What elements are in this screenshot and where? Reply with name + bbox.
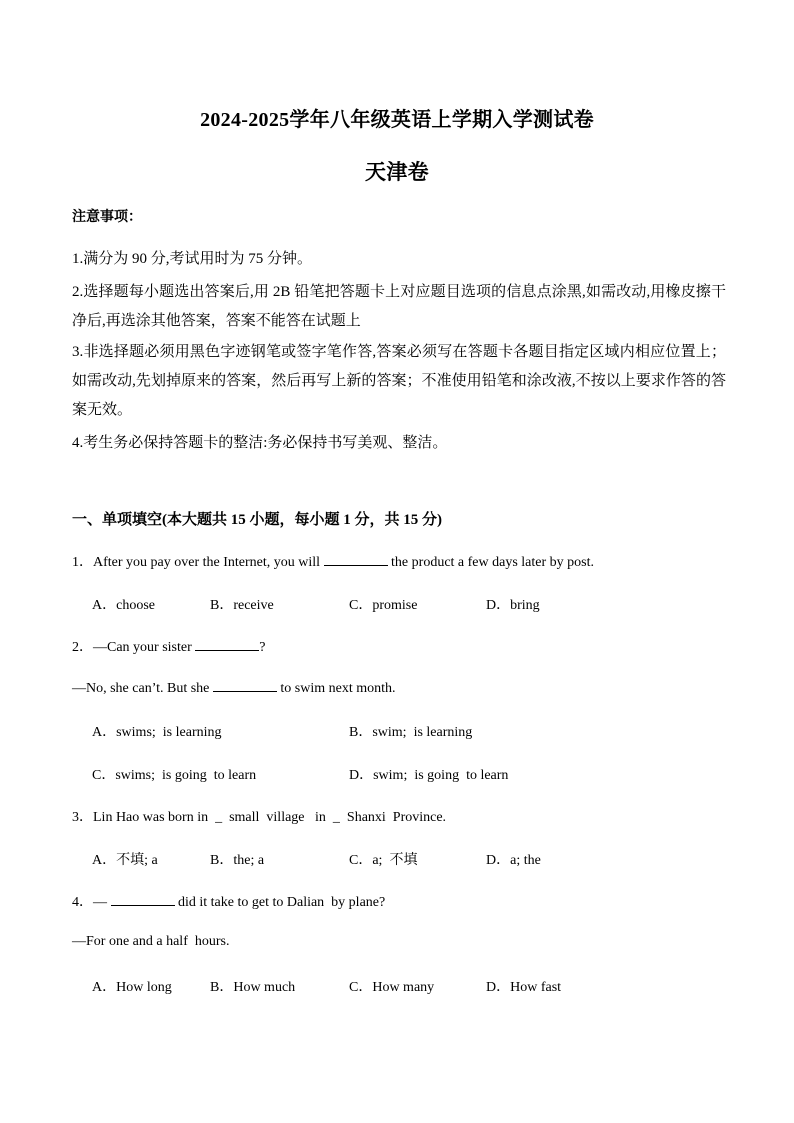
q3-option-b: B．the; a [210, 853, 265, 868]
question-1-text-end: the product a few days later by post. [387, 555, 594, 570]
q4-option-a: A．How long [92, 980, 172, 995]
q1-option-c: C．promise [349, 598, 418, 613]
q2-option-d: D．swim; is going to learn [349, 768, 509, 783]
exam-subtitle: 天津卷 [365, 160, 429, 184]
question-1-text-start: 1．After you pay over the Internet, you will [72, 555, 324, 570]
question-4 [72, 891, 385, 911]
question-2 [72, 636, 265, 656]
q1-option-a: A．choose [92, 598, 155, 613]
question-4-text-start: 4．— [72, 895, 111, 910]
notice-item-3: 3.非选择题必须用黑色字迹钢笔或签字笔作答,答案必须写在答题卡各题目指定区域内相应位置上；如需改动,先划掉原来的答案，然后再写上新的答案；不准使用铅笔和涂改液,不按以上要求作答的答案无效。 [72, 344, 726, 418]
notice-item-4: 4.考生务必保持答题卡的整洁:务必保持书写美观、整洁。 [72, 435, 448, 451]
q3-option-c: C．a; 不填 [349, 853, 418, 868]
answer-blank [213, 679, 277, 692]
question-2-text-start: 2．—Can your sister [72, 640, 196, 655]
question-2-reply-start: —No, she can’t. But she [72, 681, 213, 696]
question-2-text-end: ? [259, 640, 266, 655]
notice-item-1: 1.满分为 90 分,考试用时为 75 分钟。 [72, 251, 313, 267]
question-2-reply [72, 679, 396, 697]
q2-option-b: B．swim; is learning [349, 725, 473, 740]
notice-label: 注意事项： [72, 210, 142, 225]
q2-option-c: C．swims; is going to learn [92, 768, 257, 783]
q3-option-d: D．a; the [486, 853, 541, 868]
question-4-reply: —For one and a half hours. [72, 934, 230, 949]
answer-blank [111, 893, 175, 906]
answer-blank [324, 553, 388, 566]
q4-option-d: D．How fast [486, 980, 562, 995]
section-heading: 一、单项填空(本大题共 15 小题，每小题 1 分，共 15 分) [72, 512, 442, 528]
q4-option-b: B．How much [210, 980, 296, 995]
question-4-text-end: did it take to get to Dalian by plane? [174, 895, 386, 910]
question-2-reply-end: to swim next month. [276, 681, 396, 696]
exam-title: 2024-2025学年八年级英语上学期入学测试卷 [200, 109, 594, 131]
notice-item-2: 2.选择题每小题选出答案后,用 2B 铅笔把答题卡上对应题目选项的信息点涂黑,如需改动,用橡皮擦干净后,再选涂其他答案，答案不能答在试题上 [72, 284, 726, 329]
question-1 [72, 551, 594, 571]
q1-option-b: B．receive [210, 598, 274, 613]
q2-option-a: A．swims; is learning [92, 725, 222, 740]
question-3: 3．Lin Hao was born in _ small village in _ Shanxi Province. [72, 810, 447, 825]
q4-option-c: C．How many [349, 980, 435, 995]
q3-option-a: A．不填; a [92, 853, 158, 868]
q1-option-d: D．bring [486, 598, 540, 613]
answer-blank [195, 638, 259, 651]
